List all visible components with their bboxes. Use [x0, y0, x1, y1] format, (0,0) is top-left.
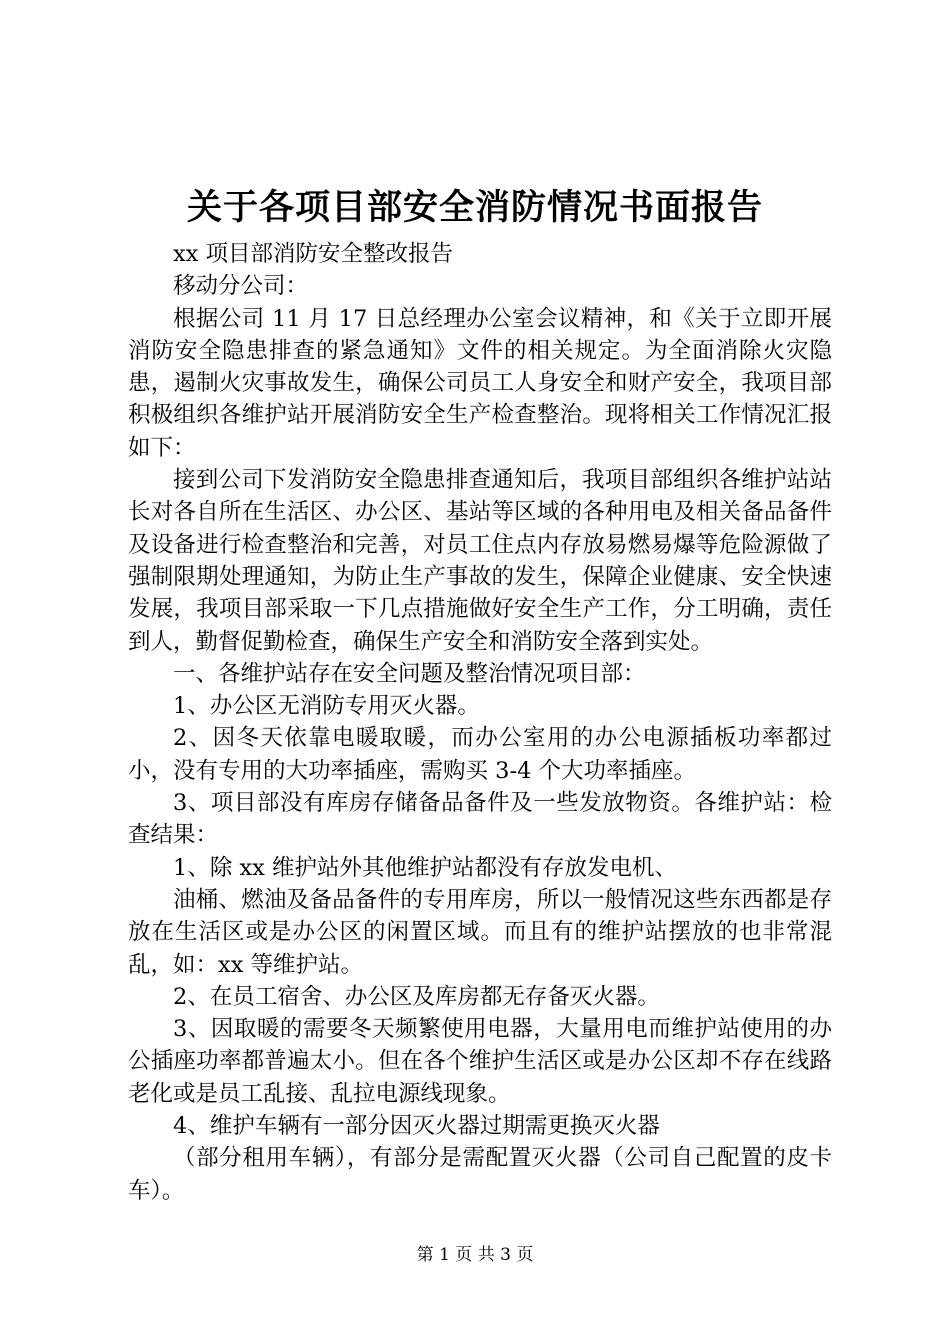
- paragraph-addressee: 移动分公司：: [173, 273, 309, 300]
- list-item: 4、维护车辆有一部分因灭火器过期需更换灭火器: [173, 1113, 660, 1140]
- paragraph-intro: 根据公司 11 月 17 日总经理办公室会议精神，和《关于立即开展消防安全隐患排查的紧急通知》文件的相关规定。为全面消除火灾隐患，遏制火灾事故发生，确保公司员工人身安全和财产安全，我项目部积极组织各维护站开展消防安全生产检查整治。现将相关工作情况汇报如下：: [128, 305, 832, 461]
- paragraph-continuation: （部分租用车辆），有部分是需配置灭火器（公司自己配置的皮卡车）。: [128, 1145, 832, 1204]
- list-item: 3、项目部没有库房存储备品备件及一些发放物资。各维护站：检查结果：: [128, 790, 832, 849]
- paragraph-subtitle: xx 项目部消防安全整改报告: [173, 241, 454, 267]
- document-body: [128, 238, 832, 1207]
- list-item: 3、因取暖的需要冬天频繁使用电器，大量用电而维护站使用的办公插座功率都普遍太小。但在各个维护生活区或是办公区却不存在线路老化或是员工乱接、乱拉电源线现象。: [128, 1016, 832, 1107]
- page-footer: 第 1 页 共 3 页: [416, 1245, 534, 1265]
- section-heading: 一、各维护站存在安全问题及整治情况项目部：: [173, 660, 646, 687]
- paragraph-actions: 接到公司下发消防安全隐患排查通知后，我项目部组织各维护站站长对各自所在生活区、办公区、基站等区域的各种用电及相关备品备件及设备进行检查整治和完善，对员工住点内存放易燃易爆等危险源做了强制限期处理通知，为防止生产事故的发生，保障企业健康、安全快速发展，我项目部采取一下几点措施做好安全生产工作，分工明确，责任到人，勤督促勤检查，确保生产安全和消防安全落到实处。: [128, 467, 832, 655]
- document-title: 关于各项目部安全消防情况书面报告: [186, 187, 763, 228]
- list-item: 1、办公区无消防专用灭火器。: [173, 693, 480, 720]
- list-item: 1、除 xx 维护站外其他维护站都没有存放发电机、: [173, 854, 677, 881]
- list-item: 2、因冬天依靠电暖取暖，而办公室用的办公电源插板功率都过小，没有专用的大功率插座，需购买 3-4 个大功率插座。: [128, 725, 832, 784]
- paragraph-continuation: 油桶、燃油及备品备件的专用库房，所以一般情况这些东西都是存放在生活区或是办公区的闲置区域。而且有的维护站摆放的也非常混乱，如：xx 等维护站。: [128, 886, 832, 978]
- list-item: 2、在员工宿舍、办公区及库房都无存备灭火器。: [173, 983, 660, 1010]
